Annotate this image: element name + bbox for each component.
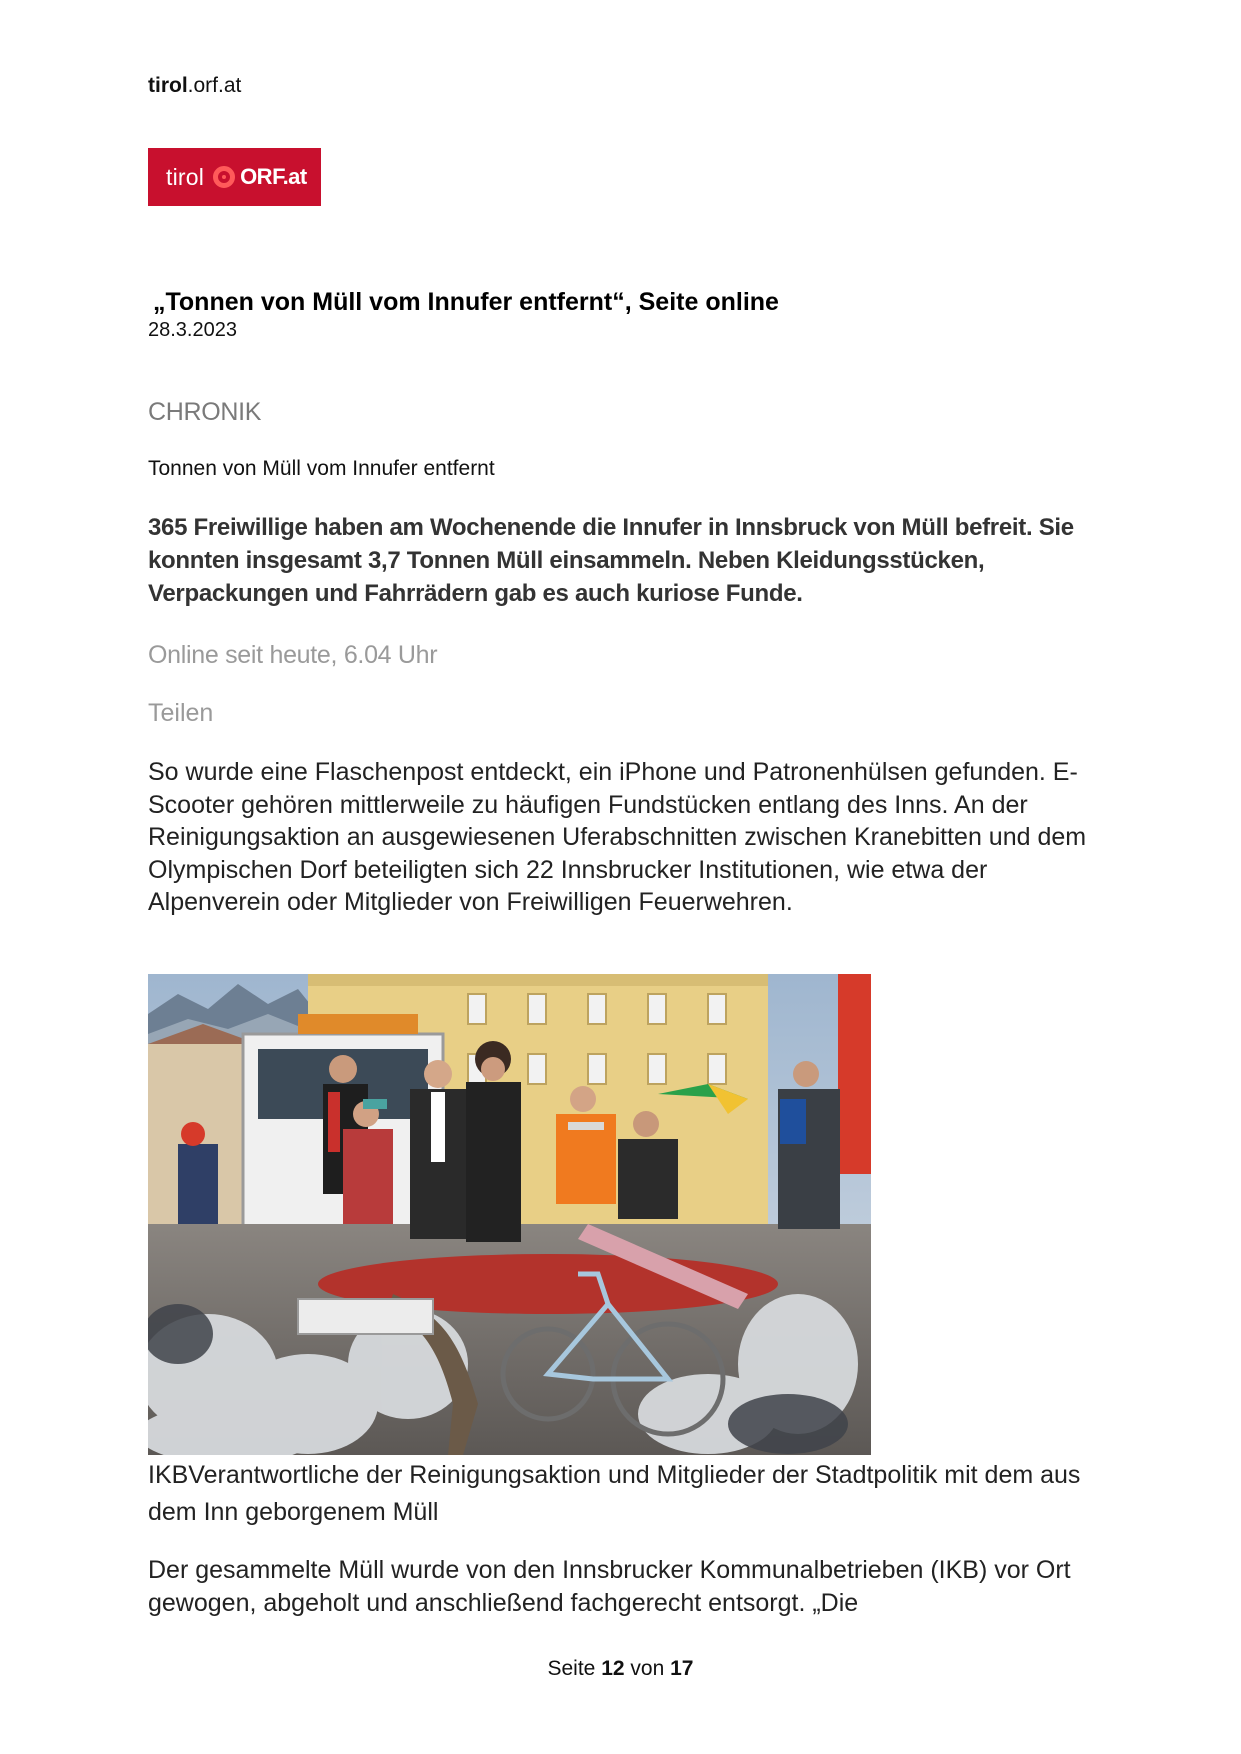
- share-link[interactable]: Teilen: [148, 699, 214, 727]
- orf-eye-icon: [213, 166, 235, 188]
- article-title: „Tonnen von Müll vom Innufer entfernt“, Seite online: [153, 288, 779, 316]
- photo-caption: IKBVerantwortliche der Reinigungsaktion und Mitglieder der Stadtpolitik mit dem aus dem Inn geborgenem Müll: [148, 1461, 1081, 1526]
- article-category: CHRONIK: [148, 398, 262, 426]
- logo-tirol-text: tirol: [166, 163, 205, 190]
- article-subtitle: Tonnen von Müll vom Innufer entfernt: [148, 457, 495, 480]
- article-paragraph-2: Der gesammelte Müll wurde von den Innsbrucker Kommunalbetrieben (IKB) vor Ort gewogen, abgeholt und anschließend fachgerecht entsorgt. „Die: [148, 1556, 1071, 1617]
- page-number: [0, 1657, 1241, 1681]
- article-lead: 365 Freiwillige haben am Wochenende die Innufer in Innsbruck von Müll befreit. Sie konnten insgesamt 3,7 Tonnen Müll einsammeln. Neben Kleidungsstücken, Verpackungen und Fahrrädern gab es auch kuriose Funde.: [148, 514, 1074, 607]
- total-pages: 17: [670, 1657, 694, 1680]
- site-name: [148, 74, 241, 98]
- orf-tirol-logo: [148, 148, 321, 206]
- site-name-rest: .orf.at: [187, 74, 242, 97]
- article-paragraph-1: So wurde eine Flaschenpost entdeckt, ein iPhone und Patronenhülsen gefunden. E-Scooter gehören mittlerweile zu häufigen Fundstücken entlang des Inns. An der Reinigungsaktion an ausgewiesenen Uferabschnitten zwischen Kranebitten und dem Olympischen Dorf beteiligten sich 22 Innsbrucker Institutionen, wie etwa der Alpenverein oder Mitglieder von Freiwilligen Feuerwehren.: [148, 758, 1087, 916]
- site-name-bold: tirol: [148, 74, 188, 97]
- page-of-label: von: [630, 1657, 665, 1680]
- article-photo: [148, 974, 871, 1455]
- page-label: Seite: [547, 1657, 596, 1680]
- article-date: 28.3.2023: [148, 319, 237, 341]
- online-since: Online seit heute, 6.04 Uhr: [148, 641, 438, 669]
- current-page: 12: [601, 1657, 625, 1680]
- logo-orf-text: ORF.at: [240, 164, 307, 189]
